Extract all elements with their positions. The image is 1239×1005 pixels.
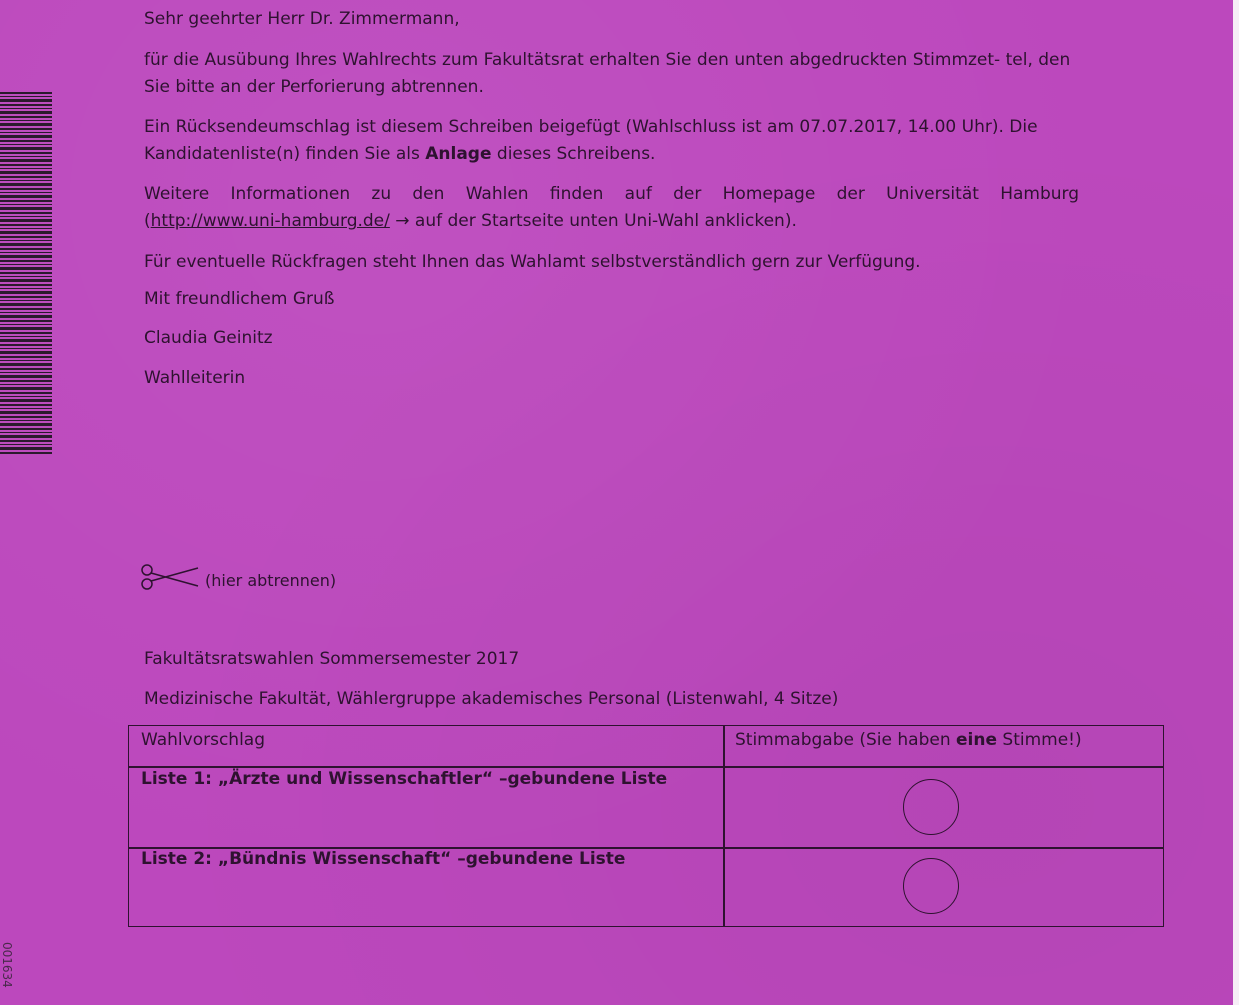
vote-circle-list-2[interactable] xyxy=(903,858,959,914)
ballot-title: Fakultätsratswahlen Sommersemester 2017 xyxy=(144,649,520,669)
ballot-table xyxy=(128,725,1164,927)
header-stimmabgabe-bold: eine xyxy=(956,730,997,750)
header-stimmabgabe-text-a: Stimmabgabe (Sie haben xyxy=(735,730,956,750)
column-divider xyxy=(723,726,725,926)
paragraph-3-paren: ( xyxy=(144,211,151,231)
scissors-icon xyxy=(140,561,200,593)
paragraph-2-bold: Anlage xyxy=(425,144,492,164)
paragraph-2-text-b: dieses Schreibens. xyxy=(491,144,656,164)
list-2-label: Liste 2: „Bündnis Wissenschaft“ –gebundene Liste xyxy=(141,849,626,869)
vote-circle-list-1[interactable] xyxy=(903,779,959,835)
row-divider xyxy=(129,766,1163,768)
paragraph-4: Für eventuelle Rückfragen steht Ihnen das Wahlamt selbstverständlich gern zur Verfügung. xyxy=(144,252,921,272)
barcode xyxy=(0,92,52,456)
signer-name: Claudia Geinitz xyxy=(144,328,273,348)
ballot-subtitle: Medizinische Fakultät, Wählergruppe akademisches Personal (Listenwahl, 4 Sitze) xyxy=(144,689,839,709)
paragraph-2 xyxy=(144,114,1079,168)
cut-here-label: (hier abtrennen) xyxy=(205,571,337,590)
paragraph-3-line-2 xyxy=(144,208,1079,235)
list-1-label: Liste 1: „Ärzte und Wissenschaftler“ –gebundene Liste xyxy=(141,769,668,789)
paragraph-3-line-1: Weitere Informationen zu den Wahlen finden auf der Homepage der Universität Hamburg xyxy=(144,184,1079,204)
closing: Mit freundlichem Gruß xyxy=(144,289,335,309)
header-wahlvorschlag: Wahlvorschlag xyxy=(141,730,265,750)
header-stimmabgabe xyxy=(735,730,1082,750)
serial-number: 001634 xyxy=(0,942,14,988)
paragraph-2-text-a: Ein Rücksendeumschlag ist diesem Schreiben beigefügt (Wahlschluss ist am 07.07.2017, 14.00 Uhr). Die Kandidatenliste(n) finden Sie als xyxy=(144,117,1038,164)
paragraph-3-rest: → auf der Startseite unten Uni-Wahl anklicken). xyxy=(389,211,797,231)
header-stimmabgabe-text-b: Stimme!) xyxy=(997,730,1082,750)
homepage-link[interactable]: http://www.uni-hamburg.de/ xyxy=(150,211,390,231)
salutation: Sehr geehrter Herr Dr. Zimmermann, xyxy=(144,9,460,29)
signer-role: Wahlleiterin xyxy=(144,368,246,388)
paragraph-1: für die Ausübung Ihres Wahlrechts zum Fakultätsrat erhalten Sie den unten abgedruckten Stimmzet- tel, den Sie bitte an der Perforierung abtrennen. xyxy=(144,50,1071,97)
paper-edge xyxy=(1233,0,1239,1005)
